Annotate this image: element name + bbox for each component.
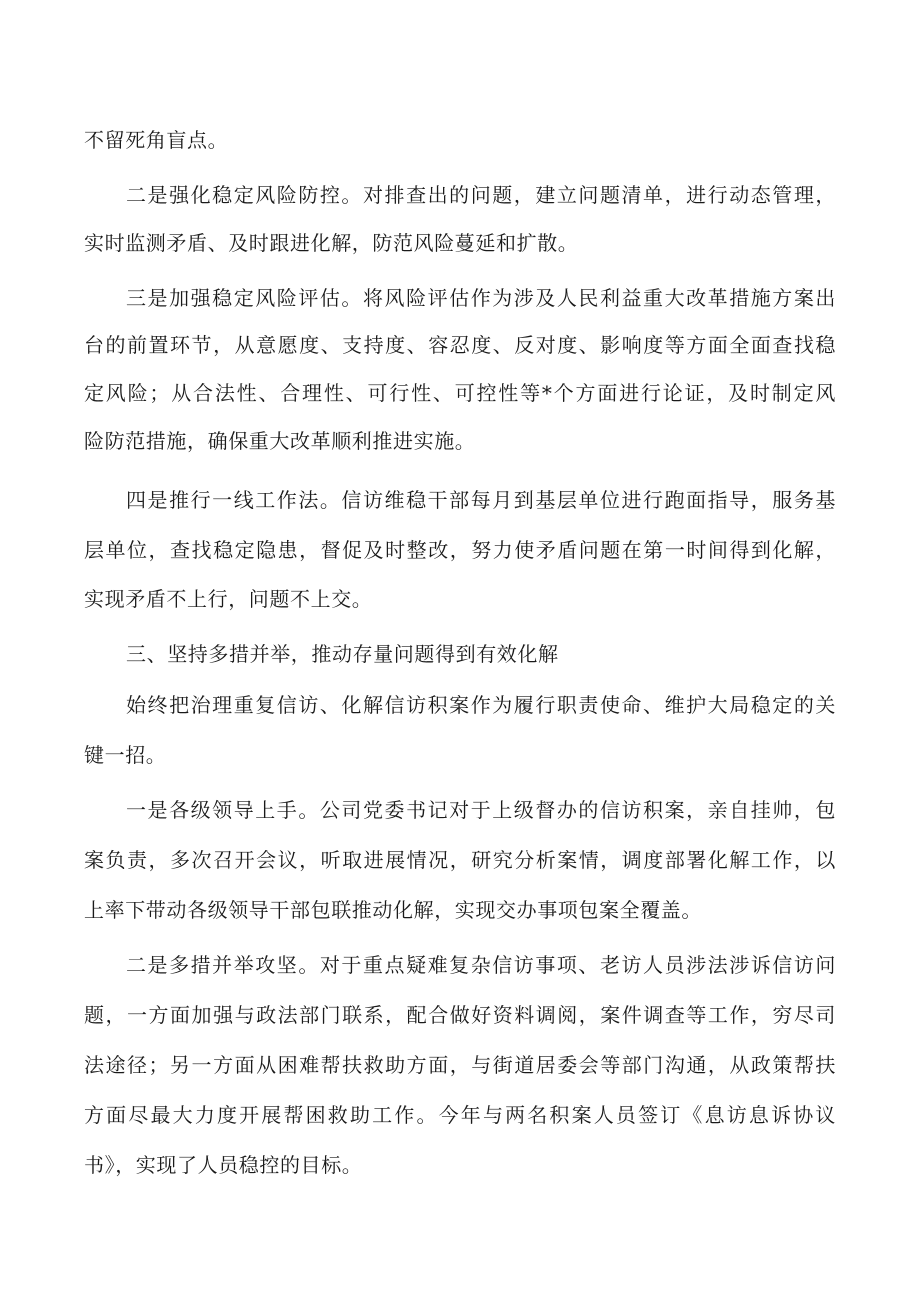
paragraph-line: 书》，实现了人员稳控的目标。 — [84, 1153, 363, 1177]
paragraph-line: 键一招。 — [84, 743, 167, 767]
paragraph-line: 三是加强稳定风险评估。将风险评估作为涉及人民利益重大改革措施方案出 — [126, 286, 836, 310]
paragraph-line: 一是各级领导上手。公司党委书记对于上级督办的信访积案，亲自挂帅，包 — [126, 798, 836, 822]
paragraph-line: 题，一方面加强与政法部门联系，配合做好资料调阅，案件调查等工作，穷尽司 — [84, 1003, 836, 1027]
paragraph-line: 不留死角盲点。 — [84, 128, 229, 152]
paragraph-line: 台的前置环节，从意愿度、支持度、容忍度、反对度、影响度等方面全面查找稳 — [84, 333, 836, 357]
paragraph-line: 实时监测矛盾、及时跟进化解，防范风险蔓延和扩散。 — [84, 231, 579, 255]
paragraph-line: 案负责，多次召开会议，听取进展情况，研究分析案情，调度部署化解工作，以 — [84, 848, 836, 872]
paragraph-line: 实现矛盾不上行，问题不上交。 — [84, 587, 373, 611]
paragraph-line: 定风险；从合法性、合理性、可行性、可控性等*个方面进行论证，及时制定风 — [84, 381, 836, 405]
paragraph-line: 法途径；另一方面从困难帮扶救助方面，与街道居委会等部门沟通，从政策帮扶 — [84, 1053, 836, 1077]
paragraph-line: 险防范措施，确保重大改革顺利推进实施。 — [84, 429, 476, 453]
paragraph-line: 四是推行一线工作法。信访维稳干部每月到基层单位进行跑面指导，服务基 — [126, 488, 836, 512]
paragraph-line: 二是强化稳定风险防控。对排查出的问题，建立问题清单，进行动态管理， — [126, 183, 836, 207]
paragraph-line: 方面尽最大力度开展帮困救助工作。今年与两名积案人员签订《息访息诉协议 — [84, 1103, 836, 1127]
paragraph-line: 层单位，查找稳定隐患，督促及时整改，努力使矛盾问题在第一时间得到化解， — [84, 538, 836, 562]
section-heading: 三、坚持多措并举，推动存量问题得到有效化解 — [126, 642, 559, 666]
paragraph-line: 上率下带动各级领导干部包联推动化解，实现交办事项包案全覆盖。 — [84, 898, 702, 922]
paragraph-line: 始终把治理重复信访、化解信访积案作为履行职责使命、维护大局稳定的关 — [126, 693, 836, 717]
paragraph-line: 二是多措并举攻坚。对于重点疑难复杂信访事项、老访人员涉法涉诉信访问 — [126, 953, 836, 977]
